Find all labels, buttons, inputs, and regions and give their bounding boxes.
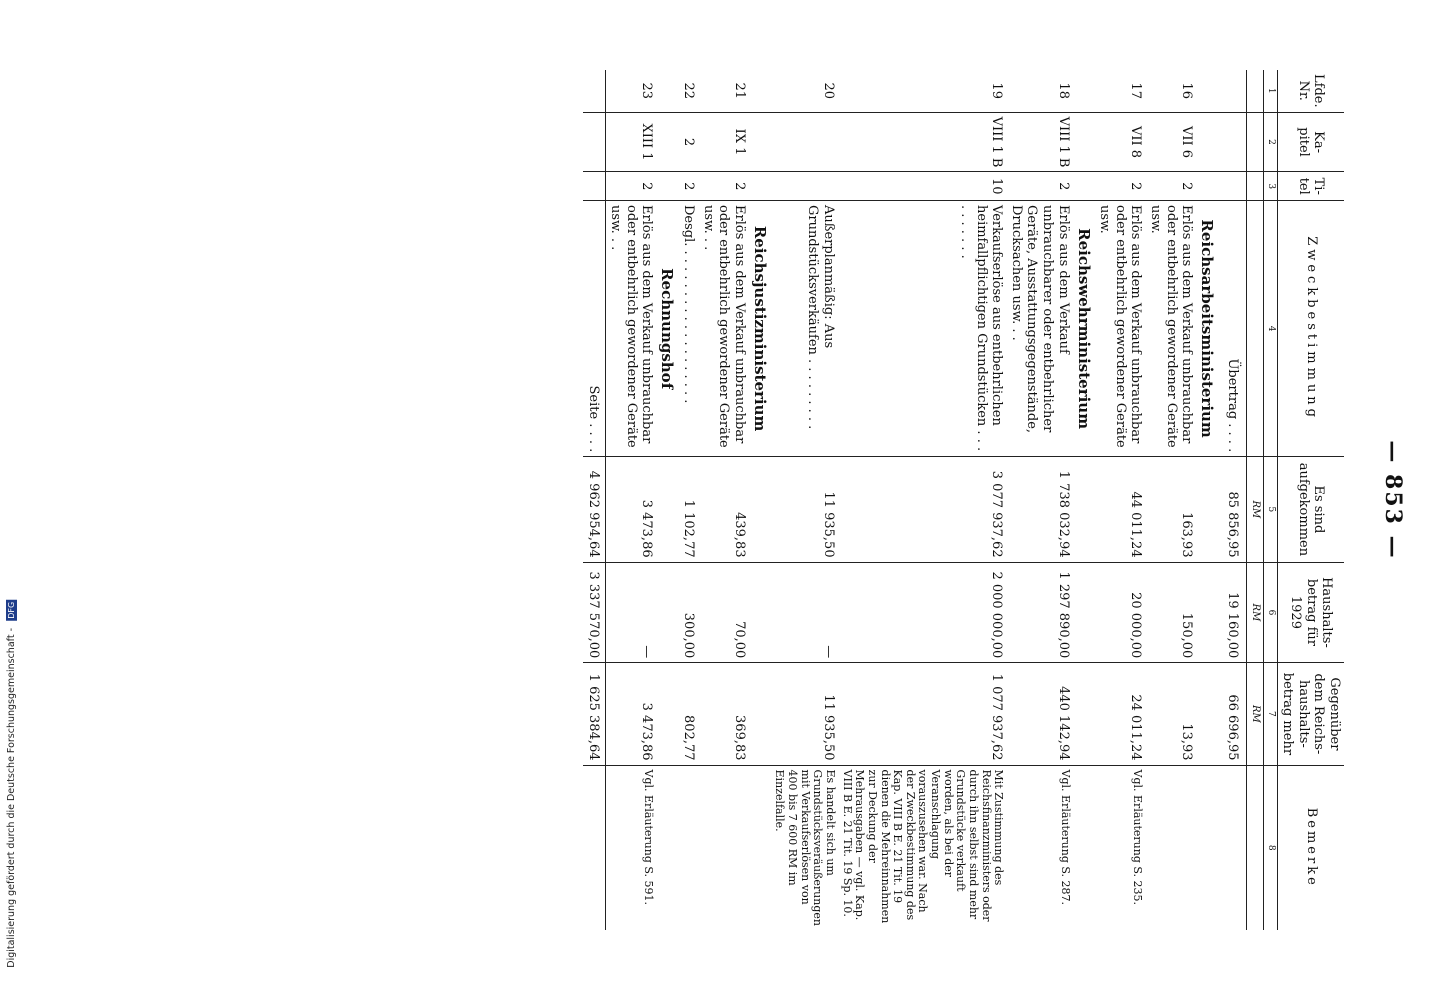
row-aufgekommen: 11 935,50: [771, 457, 838, 562]
row-titel: 2: [698, 172, 749, 201]
col-mehr: Gegenüber dem Reichs-haushalts-betrag mehr: [1277, 663, 1344, 765]
row-bemerke: Mit Zustimmung des Reichsfinanzministers oder durch ihn selbst sind mehr Grundstücke verkauft worden, als bei der Veranschlagung vorauszusehen war. Nach der Zweckbestimmung des Kap. VIII B E. 21 Tit. 19 dienen die Mehreinnahmen zur Deckung der Mehrausgaben — vgl. Kap. VIII B E. 21 Tit. 19 Sp. 10.: [838, 765, 1006, 930]
row-mehr: 802,77: [678, 663, 698, 765]
row-bemerke: [698, 765, 749, 930]
row-titel: [771, 172, 838, 201]
row-kapitel: IX 1: [698, 112, 749, 172]
colnum-6: 6: [1263, 562, 1277, 663]
row-mehr: 1 077 937,62: [838, 663, 1006, 765]
colnum-7: 7: [1263, 663, 1277, 765]
unit-6: RM: [1246, 562, 1263, 663]
carry-aufgekommen: 85 856,95: [1218, 457, 1246, 562]
row-zweck: Erlös aus dem Verkauf unbrauchbar oder entbehrlich gewordener Geräte usw.: [1095, 201, 1146, 457]
row-aufgekommen: 44 011,24: [1095, 457, 1146, 562]
total-aufgekommen: 4 962 954,64: [583, 457, 605, 562]
row-kapitel: VIII 1 B: [1006, 112, 1072, 172]
section-heading: Reichsarbeitsministerium: [1196, 201, 1218, 457]
budget-table: [583, 70, 1344, 930]
colnum-3: 3: [1263, 172, 1277, 201]
total-label: Seite . . . .: [583, 201, 605, 457]
row-haushalt: 300,00: [678, 562, 698, 663]
row-titel: 2: [678, 172, 698, 201]
row-aufgekommen: 163,93: [1145, 457, 1196, 562]
row-aufgekommen: 1 102,77: [678, 457, 698, 562]
row-kapitel: VIII 1 B: [838, 112, 1006, 172]
colnum-2: 2: [1263, 112, 1277, 172]
total-mehr: 1 625 384,64: [583, 663, 605, 765]
row-haushalt: —: [605, 562, 656, 663]
section-heading: Rechnungshof: [656, 201, 678, 457]
digitization-credit: [4, 600, 24, 1000]
colnum-4: 4: [1263, 201, 1277, 457]
colnum-8: 8: [1263, 765, 1277, 930]
col-kapitel: Ka-pitel: [1277, 112, 1344, 172]
row-bemerke: Vgl. Erläuterung S. 287.: [1006, 765, 1072, 930]
carry-mehr: 66 696,95: [1218, 663, 1246, 765]
section-heading: Reichsjustizministerium: [749, 201, 771, 457]
table-row: [1095, 70, 1146, 930]
dfg-logo-icon: DFG: [7, 602, 16, 619]
row-zweck: Verkaufserlöse aus entbehrlichen heimfallpflichtigen Grundstücken . . . . . . . . . .: [838, 201, 1006, 457]
row-nr: 20: [820, 82, 836, 100]
row-mehr: 11 935,50: [771, 663, 838, 765]
row-nr: 19: [989, 82, 1005, 100]
carry-row: [1218, 70, 1246, 930]
row-bemerke: Vgl. Erläuterung S. 591.: [605, 765, 656, 930]
total-row: [583, 70, 605, 930]
col-bemerke: Bemerke: [1277, 765, 1344, 930]
row-kapitel: 2: [678, 112, 698, 172]
row-bemerke: Vgl. Erläuterung S. 235.: [1095, 765, 1146, 930]
table-row: [771, 70, 838, 930]
row-haushalt: 2 000 000,00: [838, 562, 1006, 663]
col-lfd-nr: Lfde. Nr.: [1277, 70, 1344, 112]
row-titel: 2: [605, 172, 656, 201]
credit-text: Digitalisierung gefördert durch die Deutsche Forschungsgemeinschaft -: [6, 628, 17, 968]
col-zweckbestimmung: Zweckbestimmung: [1277, 201, 1344, 457]
table-row: [605, 70, 656, 930]
col-aufgekommen: Es sind aufgekommen: [1277, 457, 1344, 562]
col-titel: Ti-tel: [1277, 172, 1344, 201]
row-nr: 16: [1179, 82, 1195, 100]
row-nr: 21: [731, 82, 747, 100]
row-aufgekommen: 439,83: [698, 457, 749, 562]
row-aufgekommen: 3 077 937,62: [838, 457, 1006, 562]
row-haushalt: —: [771, 562, 838, 663]
colnum-1: 1: [1263, 70, 1277, 112]
row-zweck: Erlös aus dem Verkauf unbrauchbar oder entbehrlich gewordener Geräte usw. . .: [698, 201, 749, 457]
row-zweck: Erlös aus dem Verkauf unbrauchbarer oder entbehrlicher Geräte, Ausstattungsgegenstände, Drucksachen usw. . .: [1006, 201, 1072, 457]
table-row: [1145, 70, 1196, 930]
row-zweck: Erlös aus dem Verkauf unbrauchbar oder entbehrlich gewordener Geräte usw.: [1145, 201, 1196, 457]
row-mehr: 13,93: [1145, 663, 1196, 765]
col-haushaltsbetrag: Haushalts-betrag für 1929: [1277, 562, 1344, 663]
table-header: [1246, 70, 1344, 930]
row-haushalt: 20 000,00: [1095, 562, 1146, 663]
row-bemerke: [678, 765, 698, 930]
page-number: — 853 —: [1380, 440, 1406, 560]
row-bemerke: Es handelt sich um Grundstücksveräußerungen mit Verkaufserlösen von 400 bis 7 600 RM im Einzelfalle.: [771, 765, 838, 930]
unit-7: RM: [1246, 663, 1263, 765]
row-zweck: Erlös aus dem Verkauf unbrauchbar oder entbehrlich gewordener Geräte usw. . .: [605, 201, 656, 457]
row-kapitel: VII 6: [1145, 112, 1196, 172]
carry-label: Übertrag . . . .: [1218, 201, 1246, 457]
row-titel: 2: [1095, 172, 1146, 201]
section-heading: Reichswehrministerium: [1073, 201, 1095, 457]
total-haushalt: 3 337 570,00: [583, 562, 605, 663]
row-aufgekommen: 1 738 032,94: [1006, 457, 1072, 562]
row-haushalt: 1 297 890,00: [1006, 562, 1072, 663]
row-nr: 22: [680, 82, 696, 100]
row-zweck: Desgl. . . . . . . . . . . . . . . . . . . .: [678, 201, 698, 457]
row-nr: 23: [639, 82, 655, 100]
table-row: [698, 70, 749, 930]
row-mehr: 440 142,94: [1006, 663, 1072, 765]
row-mehr: 24 011,24: [1095, 663, 1146, 765]
row-nr: 17: [1128, 82, 1144, 100]
row-titel: 10: [838, 172, 1006, 201]
table-row: [1006, 70, 1072, 930]
row-nr: 18: [1055, 82, 1071, 100]
row-aufgekommen: 3 473,86: [605, 457, 656, 562]
row-kapitel: [771, 112, 838, 172]
row-kapitel: VII 8: [1095, 112, 1146, 172]
row-haushalt: 150,00: [1145, 562, 1196, 663]
row-titel: 2: [1145, 172, 1196, 201]
table-row: [678, 70, 698, 930]
row-mehr: 3 473,86: [605, 663, 656, 765]
row-haushalt: 70,00: [698, 562, 749, 663]
row-kapitel: XIII 1: [605, 112, 656, 172]
row-bemerke: [1145, 765, 1196, 930]
table-row: [838, 70, 1006, 930]
unit-5: RM: [1246, 457, 1263, 562]
row-zweck: Außerplanmäßig: Aus Grundstücksverkäufen . . . . . . . . .: [771, 201, 838, 457]
row-mehr: 369,83: [698, 663, 749, 765]
colnum-5: 5: [1263, 457, 1277, 562]
row-titel: 2: [1006, 172, 1072, 201]
carry-haushalt: 19 160,00: [1218, 562, 1246, 663]
